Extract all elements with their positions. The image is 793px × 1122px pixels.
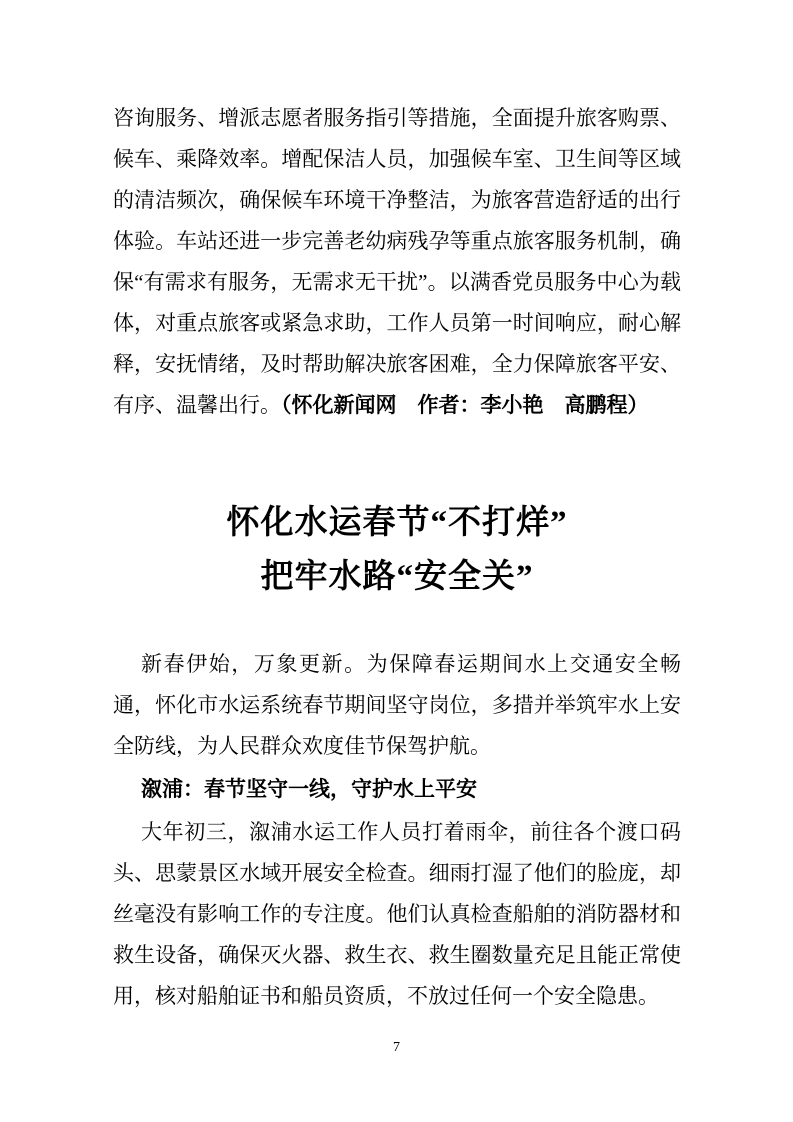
- previous-article-attribution: （怀化新闻网 作者：李小艳 高鹏程）: [281, 393, 649, 417]
- article-title-line-1: 怀化水运春节“不打烊”: [226, 505, 568, 541]
- page-number: 7: [393, 1040, 400, 1055]
- article-intro-paragraph: 新春伊始，万象更新。为保障春运期间水上交通安全畅通，怀化市水运系统春节期间坚守岗位，多措并举筑牢水上安全防线，为人民群众欢度佳节保驾护航。: [113, 652, 681, 758]
- article-title: [113, 496, 681, 604]
- article-title-line-2: 把牢水路“安全关”: [260, 559, 534, 595]
- article-body-paragraph: 大年初三，溆浦水运工作人员打着雨伞，前往各个渡口码头、思蒙景区水域开展安全检查。细雨打湿了他们的脸庞，却丝毫没有影响工作的专注度。他们认真检查船舶的消防器材和救生设备，确保灭火器、救生衣、救生圈数量充足且能正常使用，核对船舶证书和船员资质，不放过任何一个安全隐患。: [113, 820, 681, 1008]
- page-content: [113, 0, 681, 1017]
- article-section-subheading: 溆浦：春节坚守一线，守护水上平安: [141, 777, 477, 801]
- previous-article-continuation-paragraph: [113, 98, 681, 426]
- previous-article-body-text: 咨询服务、增派志愿者服务指引等措施，全面提升旅客购票、候车、乘降效率。增配保洁人员，加强候车室、卫生间等区域的清洁频次，确保候车环境干净整洁，为旅客营造舒适的出行体验。车站还进一步完善老幼病残孕等重点旅客服务机制，确保“有需求有服务，无需求无干扰”。以满香党员服务中心为载体，对重点旅客或紧急求助，工作人员第一时间响应，耐心解释，安抚情绪，及时帮助解决旅客困难，全力保障旅客平安、有序、温馨出行。: [113, 106, 681, 417]
